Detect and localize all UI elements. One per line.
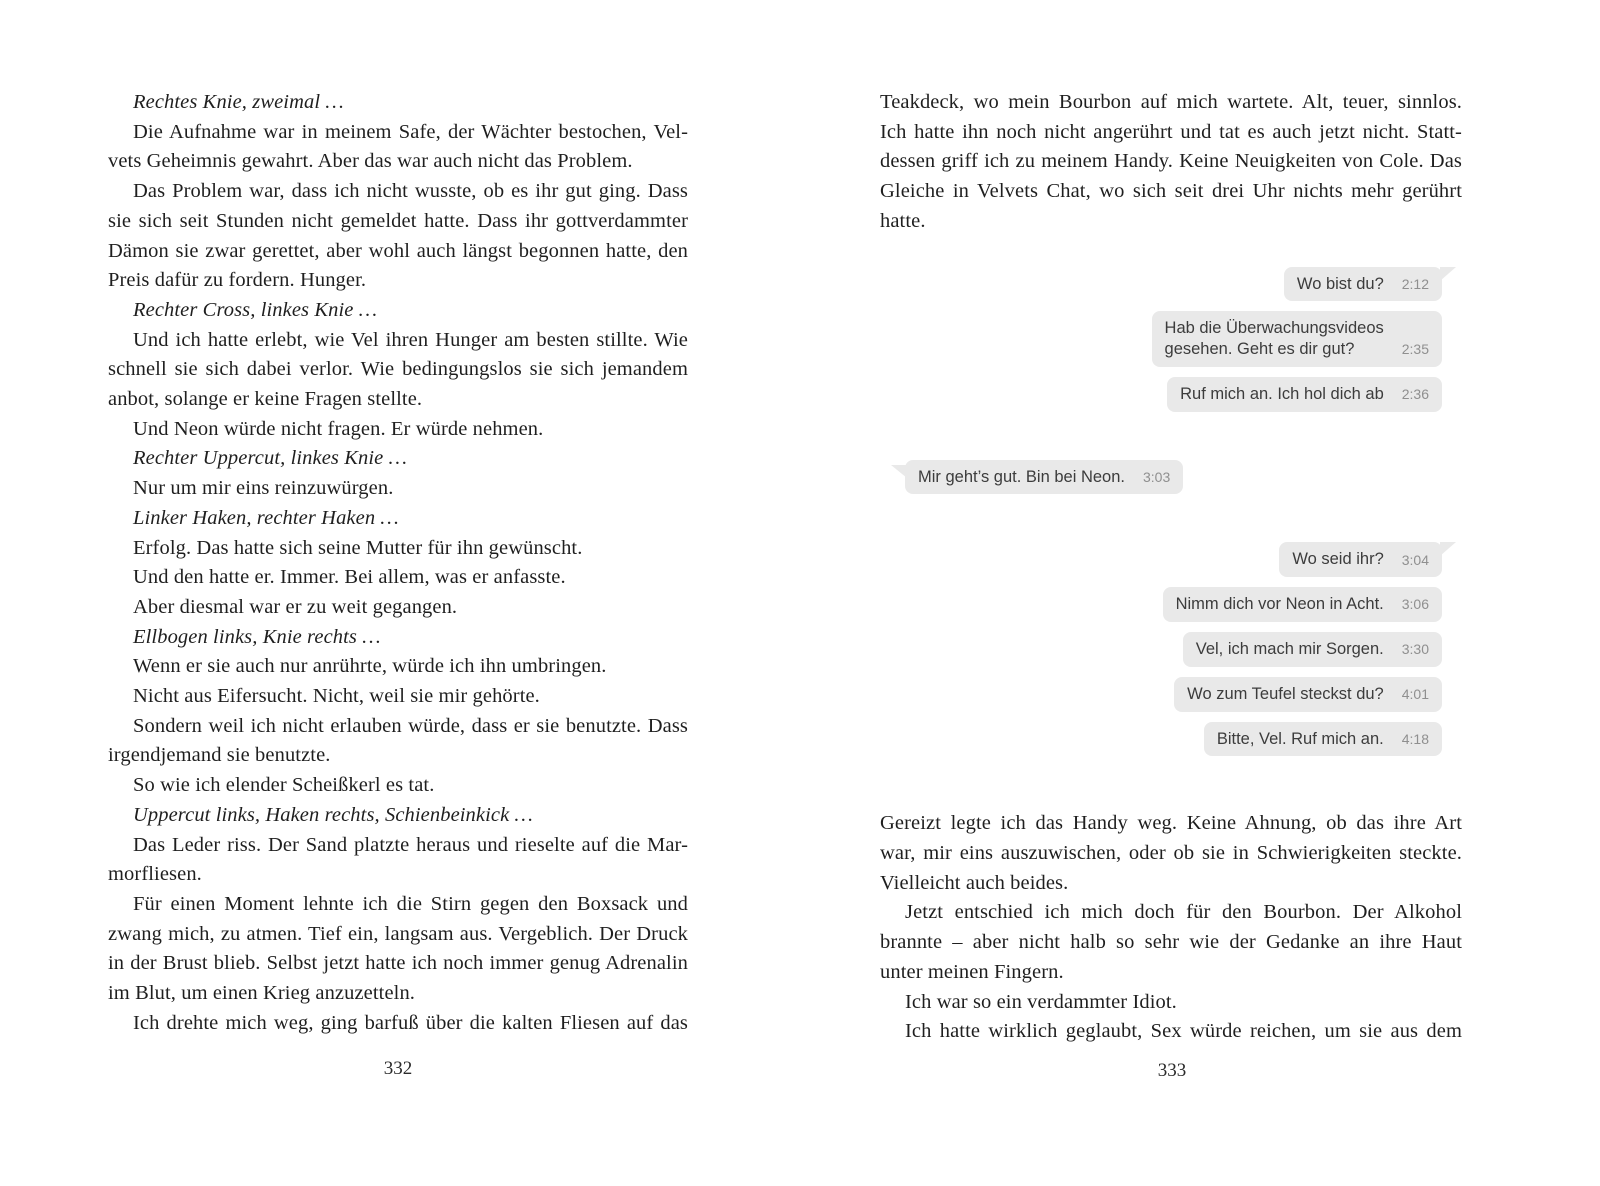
chat-message-text: Wo zum Teufel steckst du?	[1187, 684, 1384, 703]
chat-transcript	[880, 267, 1462, 757]
text-line: Und Neon würde nicht fragen. Er würde nehmen.	[133, 417, 544, 440]
chat-group-right	[880, 542, 1462, 756]
chat-message-time: 2:35	[1401, 341, 1429, 358]
page-right	[880, 88, 1462, 1047]
chat-bubble	[1183, 632, 1442, 667]
text-line: Ich drehte mich weg, ging barfuß über die kalten Fliesen auf das	[133, 1011, 688, 1034]
text-line: Linker Haken, rechter Haken …	[133, 506, 399, 529]
chat-message-time: 4:01	[1401, 685, 1429, 702]
text-line: in der Brust blieb. Selbst jetzt hatte ich noch immer genug Adrenalin	[108, 952, 688, 975]
text-line: Nur um mir eins reinzuwürgen.	[133, 477, 394, 500]
left-page-text	[108, 88, 688, 1039]
chat-message-text: Nimm dich vor Neon in Acht.	[1175, 595, 1384, 614]
text-line: Jetzt entschied ich mich doch für den Bourbon. Der Alkohol	[905, 901, 1462, 924]
text-line: Ich war so ein verdammter Idiot.	[905, 990, 1177, 1013]
text-line: Ich hatte wirklich geglaubt, Sex würde reichen, um sie aus dem	[905, 1020, 1462, 1043]
chat-bubble	[1279, 542, 1442, 577]
right-page-text-top	[880, 88, 1462, 237]
chat-message-time: 3:30	[1401, 641, 1429, 658]
right-page-text-bottom	[880, 809, 1462, 1047]
page-number-left: 332	[383, 1058, 413, 1079]
text-line: morfliesen.	[108, 863, 202, 886]
text-line: unter meinen Fingern.	[880, 960, 1064, 983]
chat-message-text: Wo bist du?	[1296, 274, 1384, 293]
text-line: vets Geheimnis gewahrt. Aber das war auch nicht das Problem.	[108, 150, 633, 173]
chat-group-right	[880, 267, 1462, 412]
text-line: Das Problem war, dass ich nicht wusste, ob es ihr gut ging. Dass	[133, 180, 688, 203]
bubble-tail	[1440, 267, 1456, 281]
chat-bubble	[1152, 311, 1442, 367]
chat-message-time: 2:36	[1401, 386, 1429, 403]
chat-bubble	[1174, 677, 1442, 712]
text-line: Die Aufnahme war in meinem Safe, der Wächter bestochen, Vel-	[133, 120, 688, 143]
text-line: hatte.	[880, 209, 926, 232]
chat-message-text: Hab die Überwachungsvideos gesehen. Geht es dir gut?	[1164, 319, 1384, 359]
text-line: Und ich hatte erlebt, wie Vel ihren Hunger am besten stillte. Wie	[133, 328, 688, 351]
text-line: Sondern weil ich nicht erlauben würde, dass er sie benutzte. Dass	[133, 714, 688, 737]
chat-message-text: Mir geht’s gut. Bin bei Neon.	[918, 467, 1125, 486]
page-left	[108, 88, 688, 1039]
text-line: sie sich seit Stunden nicht gemeldet hatte. Dass ihr gottverdammter	[108, 209, 688, 232]
chat-message-text: Vel, ich mach mir Sorgen.	[1195, 639, 1384, 658]
text-line: Teakdeck, wo mein Bourbon auf mich wartete. Alt, teuer, sinnlos.	[880, 91, 1462, 113]
chat-message-time: 4:18	[1401, 730, 1429, 747]
text-line: Gereizt legte ich das Handy weg. Keine Ahnung, ob das ihre Art	[880, 812, 1462, 835]
text-line: irgendjemand sie benutzte.	[108, 744, 331, 767]
text-line: Erfolg. Das hatte sich seine Mutter für ihn gewünscht.	[133, 536, 583, 559]
chat-bubble	[1167, 377, 1442, 412]
text-line: Nicht aus Eifersucht. Nicht, weil sie mir gehörte.	[133, 685, 540, 708]
text-line: war, mir eins auszuwischen, oder ob sie in Schwierigkeiten steckte.	[880, 842, 1462, 865]
text-line: Und den hatte er. Immer. Bei allem, was er anfasste.	[133, 566, 566, 589]
text-line: Vielleicht auch beides.	[880, 871, 1069, 894]
text-line: So wie ich elender Scheißkerl es tat.	[133, 774, 435, 797]
text-line: zwang mich, zu atmen. Tief ein, langsam aus. Vergeblich. Der Druck	[108, 922, 688, 945]
text-line: Dämon sie zwar gerettet, aber wohl auch längst begonnen hatte, den	[108, 239, 688, 262]
chat-bubble	[1204, 722, 1442, 757]
chat-message-time: 2:12	[1401, 275, 1429, 292]
chat-bubble	[1163, 587, 1442, 622]
text-line: brannte – aber nicht halb so sehr wie der Gedanke an ihre Haut	[880, 931, 1462, 954]
text-line: Das Leder riss. Der Sand platzte heraus und rieselte auf die Mar-	[133, 833, 688, 856]
chat-message-time: 3:06	[1401, 596, 1429, 613]
text-line: Ellbogen links, Knie rechts …	[133, 625, 381, 648]
bubble-tail	[891, 465, 907, 478]
text-line: Uppercut links, Haken rechts, Schienbeinkick …	[133, 803, 533, 826]
chat-group-left	[880, 460, 1462, 495]
bubble-tail	[1440, 542, 1456, 556]
text-line: Preis dafür zu fordern. Hunger.	[108, 269, 367, 292]
text-line: schnell sie sich dabei verlor. Wie bedingungslos sie sich jemandem	[108, 358, 688, 381]
text-line: Rechtes Knie, zweimal …	[133, 91, 344, 113]
page-number-right: 333	[1157, 1060, 1187, 1081]
text-line: im Blut, um einen Krieg anzuzetteln.	[108, 982, 416, 1005]
chat-message-text: Wo seid ihr?	[1292, 550, 1384, 569]
chat-message-text: Bitte, Vel. Ruf mich an.	[1216, 729, 1384, 748]
chat-bubble	[1284, 267, 1442, 302]
text-line: anbot, solange er keine Fragen stellte.	[108, 388, 423, 411]
chat-message-time: 3:03	[1142, 468, 1171, 485]
chat-message-text: Ruf mich an. Ich hol dich ab	[1180, 384, 1384, 403]
text-line: Gleiche in Velvets Chat, wo sich seit drei Uhr nichts mehr gerührt	[880, 180, 1462, 203]
text-line: dessen griff ich zu meinem Handy. Keine Neuigkeiten von Cole. Das	[880, 150, 1462, 173]
text-line: Ich hatte ihn noch nicht angerührt und tat es auch jetzt nicht. Statt-	[880, 120, 1462, 143]
chat-message-time: 3:04	[1401, 551, 1429, 568]
chat-bubble	[905, 460, 1183, 495]
text-line: Für einen Moment lehnte ich die Stirn gegen den Boxsack und	[133, 892, 688, 915]
text-line: Rechter Uppercut, linkes Knie …	[133, 447, 407, 470]
text-line: Aber diesmal war er zu weit gegangen.	[133, 595, 458, 618]
text-line: Rechter Cross, linkes Knie …	[133, 298, 378, 321]
text-line: Wenn er sie auch nur anrührte, würde ich ihn umbringen.	[133, 655, 607, 678]
